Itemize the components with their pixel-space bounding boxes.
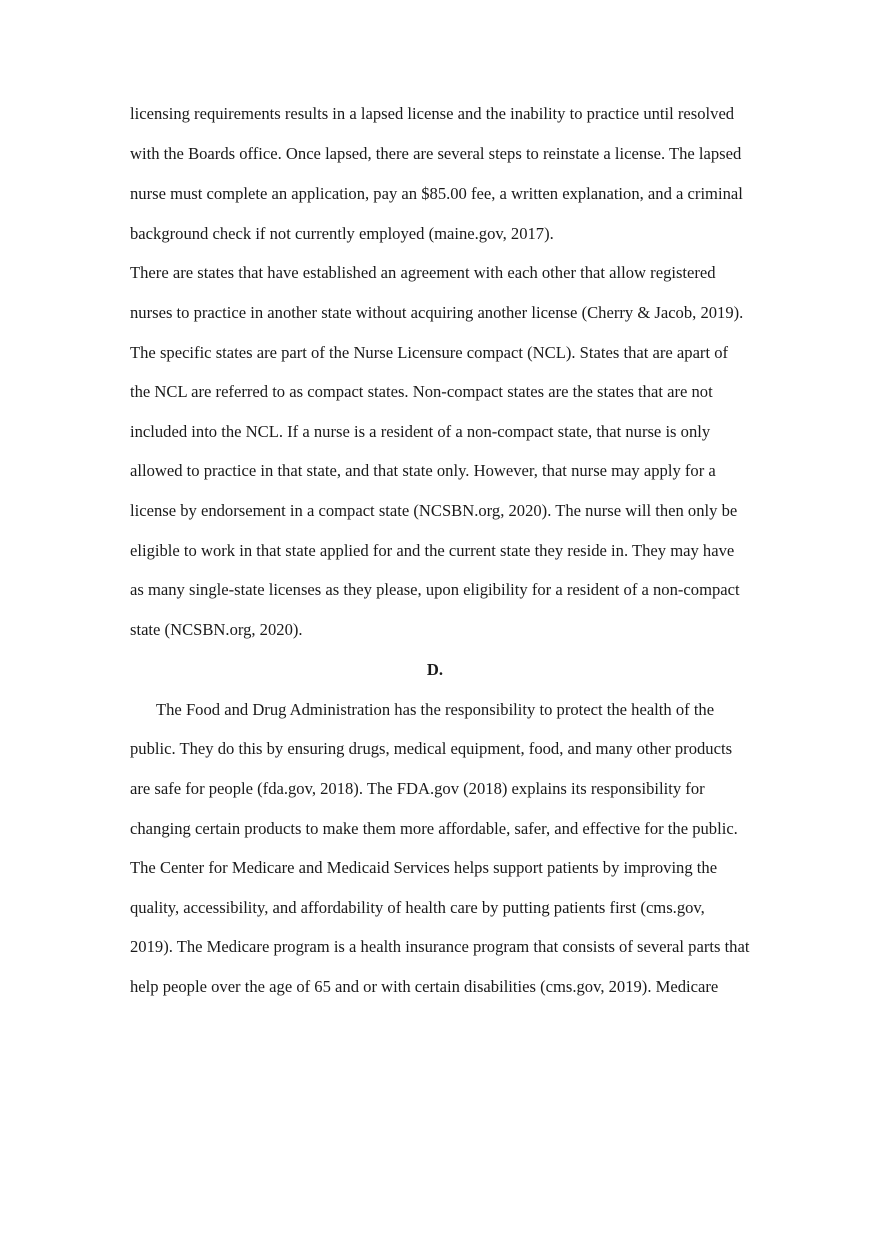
paragraph-line: state (NCSBN.org, 2020). [130,620,303,639]
paragraph-line: help people over the age of 65 and or with certain disabilities (cms.gov, 2019). Medicare [130,977,719,996]
paragraph-line: licensing requirements results in a lapsed license and the inability to practice until resolved [130,104,735,123]
paragraph-line: 2019). The Medicare program is a health insurance program that consists of several parts that [130,937,750,956]
paragraph-line: as many single-state licenses as they please, upon eligibility for a resident of a non-compact [130,580,740,599]
paragraph-line: the NCL are referred to as compact states. Non-compact states are the states that are not [130,382,713,401]
paragraph-line: The Center for Medicare and Medicaid Services helps support patients by improving the [130,858,718,877]
paragraph-line: The specific states are part of the Nurse Licensure compact (NCL). States that are apart of [130,343,729,362]
paragraph-line: background check if not currently employed (maine.gov, 2017). [130,224,554,243]
section-heading: D. [426,660,444,679]
paragraph-line: nurses to practice in another state without acquiring another license (Cherry & Jacob, 2019). [130,303,744,322]
paragraph-line: nurse must complete an application, pay an $85.00 fee, a written explanation, and a criminal [130,184,743,203]
paragraph-line: There are states that have established an agreement with each other that allow registered [130,263,716,282]
paragraph-line: included into the NCL. If a nurse is a resident of a non-compact state, that nurse is only [130,422,711,441]
paragraph-line: public. They do this by ensuring drugs, medical equipment, food, and many other products [130,739,733,758]
paragraph-line: license by endorsement in a compact state (NCSBN.org, 2020). The nurse will then only be [130,501,738,520]
paragraph-line: eligible to work in that state applied for and the current state they reside in. They may have [130,541,735,560]
paragraph-line: quality, accessibility, and affordability of health care by putting patients first (cms.gov, [130,898,705,917]
paragraph-line: with the Boards office. Once lapsed, there are several steps to reinstate a license. The lapsed [130,144,742,163]
paragraph-line: are safe for people (fda.gov, 2018). The FDA.gov (2018) explains its responsibility for [130,779,705,798]
paragraph-line: The Food and Drug Administration has the responsibility to protect the health of the [156,700,715,719]
paragraph-line: allowed to practice in that state, and that state only. However, that nurse may apply for a [130,461,716,480]
paragraph-line: changing certain products to make them more affordable, safer, and effective for the public. [130,819,738,838]
